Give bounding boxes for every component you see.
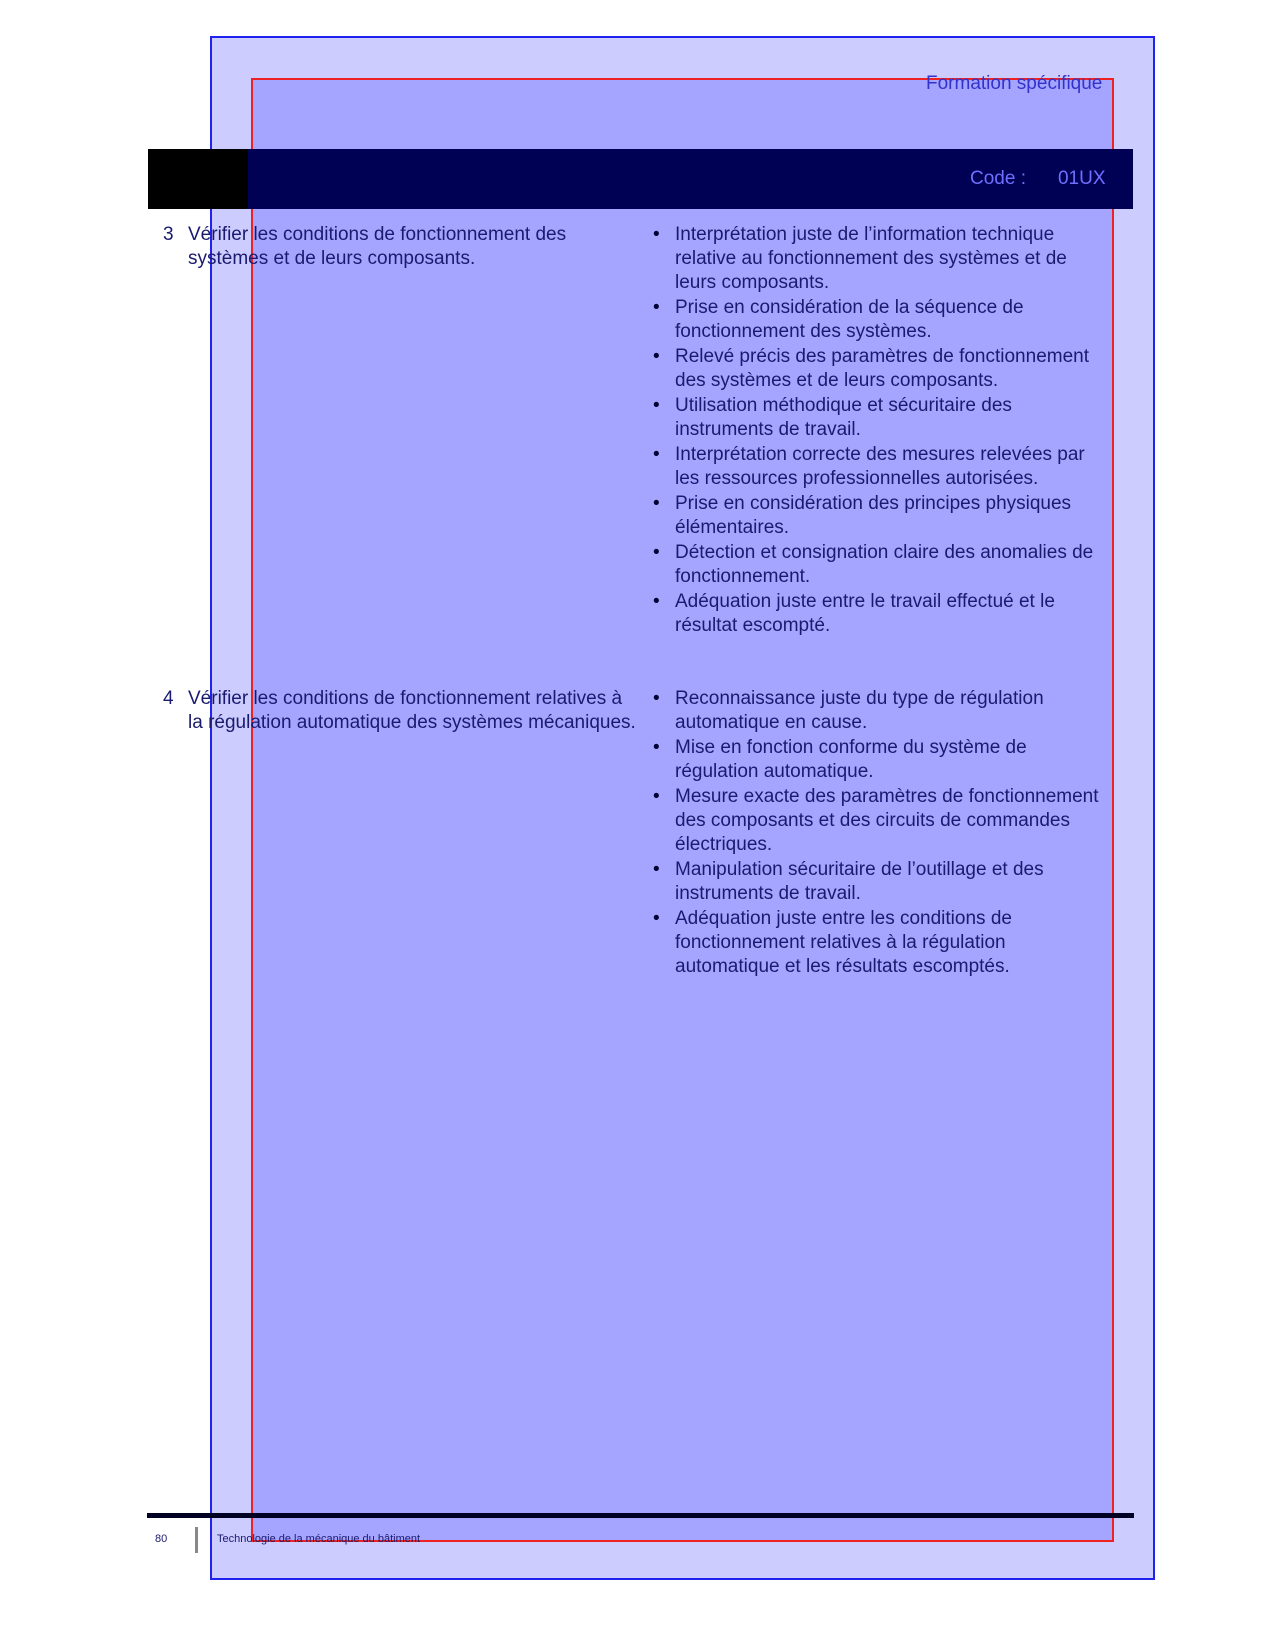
list-item-text: Mise en fonction conforme du système de régulation automatique. [675,737,1027,782]
list-item [653,907,1108,979]
list-item-text: Reconnaissance juste du type de régulation automatique en cause. [675,688,1044,733]
list-item [653,394,1108,442]
list-item [653,858,1108,906]
page-number: 80 [155,1533,168,1545]
list-item [653,492,1108,540]
criterion-number: 4 [163,688,174,709]
list-item-text: Prise en considération de la séquence de fonctionnement des systèmes. [675,297,1024,342]
bullet-icon: • [653,395,660,416]
code-label-text: Code : [970,168,1026,189]
list-item-text: Interprétation correcte des mesures relevées par les ressources professionnelles autorisées. [675,444,1085,489]
performance-criteria-list [653,687,1108,980]
bullet-icon: • [653,786,660,807]
list-item-text: Utilisation méthodique et sécuritaire des instruments de travail. [675,395,1012,440]
performance-criteria-list [653,223,1108,639]
criterion-number: 3 [163,224,174,245]
section-label: Formation spécifique [926,73,1103,94]
list-item-text: Interprétation juste de l’information technique relative au fonctionnement des systèmes et de leurs composants. [675,224,1067,293]
footer-separator [195,1527,198,1553]
list-item [653,443,1108,491]
list-item [653,296,1108,344]
list-item-text: Manipulation sécuritaire de l’outillage et des instruments de travail. [675,859,1044,904]
criterion-text: Vérifier les conditions de fonctionnement des systèmes et de leurs composants. [188,224,567,269]
bullet-icon: • [653,493,660,514]
criterion-text: Vérifier les conditions de fonctionnement relatives à la régulation automatique des systèmes mécaniques. [188,688,636,733]
list-item [653,541,1108,589]
course-code [970,168,1106,190]
banner-tab [148,149,248,209]
list-item-text: Mesure exacte des paramètres de fonctionnement des composants et des circuits de commandes électriques. [675,786,1099,855]
bullet-icon: • [653,542,660,563]
list-item [653,345,1108,393]
list-item-text: Adéquation juste entre les conditions de fonctionnement relatives à la régulation automatique et les résultats escomptés. [675,908,1012,977]
list-item [653,590,1108,638]
list-item [653,223,1108,295]
code-value: 01UX [1057,168,1106,189]
list-item-text: Prise en considération des principes physiques élémentaires. [675,493,1072,538]
bullet-icon: • [653,444,660,465]
list-item-text: Relevé précis des paramètres de fonctionnement des systèmes et de leurs composants. [675,346,1090,391]
footer-divider [147,1513,1134,1518]
bullet-icon: • [653,297,660,318]
bullet-icon: • [653,859,660,880]
bullet-icon: • [653,737,660,758]
list-item [653,687,1108,735]
bullet-icon: • [653,908,660,929]
bullet-icon: • [653,591,660,612]
bullet-icon: • [653,224,660,245]
list-item [653,785,1108,857]
document-title: Technologie de la mécanique du bâtiment [217,1533,421,1545]
list-item-text: Détection et consignation claire des anomalies de fonctionnement. [675,542,1094,587]
list-item-text: Adéquation juste entre le travail effectué et le résultat escompté. [675,591,1055,636]
list-item [653,736,1108,784]
bullet-icon: • [653,688,660,709]
bullet-icon: • [653,346,660,367]
